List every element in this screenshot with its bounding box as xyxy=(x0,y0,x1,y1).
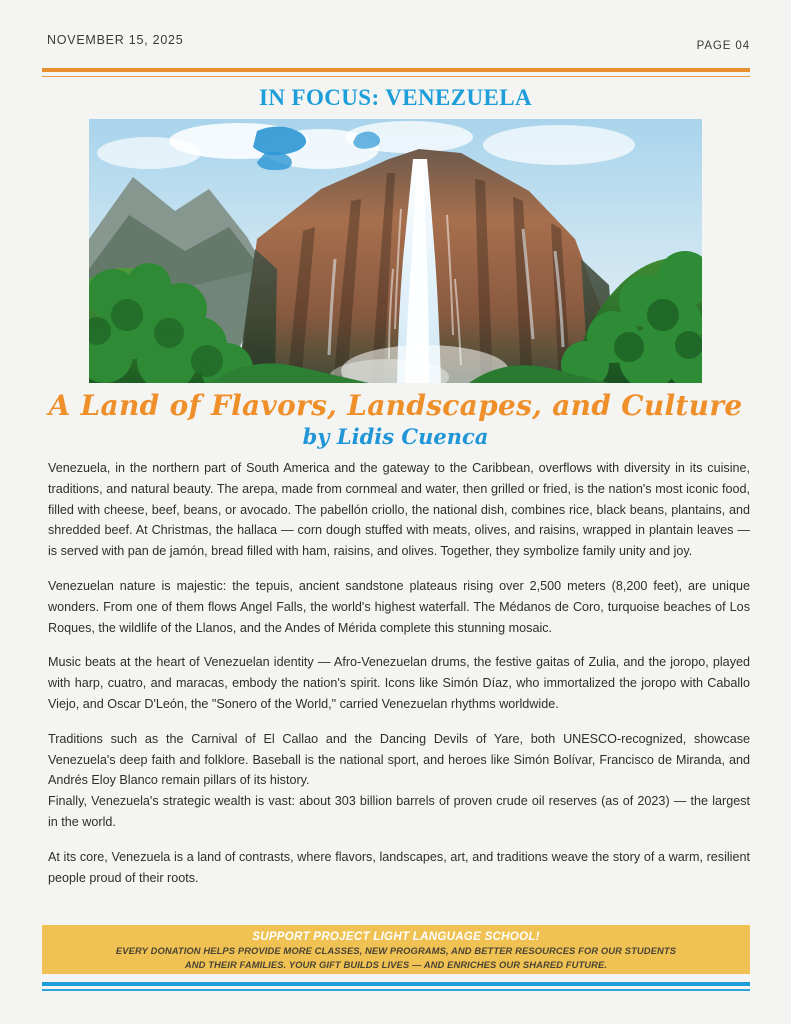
article-body xyxy=(48,458,750,888)
article-headline: A Land of Flavors, Landscapes, and Culture xyxy=(48,389,743,422)
paragraph-4 xyxy=(48,729,750,833)
section-title: IN FOCUS: VENEZUELA xyxy=(259,85,532,110)
paragraph-3: Music beats at the heart of Venezuelan identity — Afro-Venezuelan drums, the festive gaitas of Zulia, and the joropo, played with harp, cuatro, and maracas, embody the nation's spirit. Icons like Simón Díaz, who immortalized the joropo with Caballo Viejo, and Oscar D'León, the "Sonero of the World," carried Venezuelan rhythms worldwide. xyxy=(48,655,750,711)
paragraph-4-traditions: Traditions such as the Carnival of El Callao and the Dancing Devils of Yare, both UNESCO-recognized, showcase Venezuela's deep faith and folklore. Baseball is the national sport, and heroes like Simón Bolívar, Francisco de Miranda, and Andrés Eloy Blanco remain pillars of its history. xyxy=(48,731,750,788)
top-divider-rule xyxy=(42,68,750,77)
bottom-divider-thin-bar xyxy=(42,989,750,991)
donation-banner[interactable] xyxy=(42,925,750,974)
issue-date: NOVEMBER 15, 2025 xyxy=(47,33,184,47)
masthead xyxy=(42,33,750,55)
donation-banner-line-2: AND THEIR FAMILIES. YOUR GIFT BUILDS LIVES — AND ENRICHES OUR SHARED FUTURE. xyxy=(184,959,608,970)
page-number: PAGE 04 xyxy=(696,40,750,52)
paragraph-1: Venezuela, in the northern part of South America and the gateway to the Caribbean, overflows with diversity in its cuisine, traditions, and natural beauty. The arepa, made from cornmeal and water, then grilled or fried, is the nation's most iconic food, filled with cheese, beef, beans, or avocado. The pabellón criollo, the national dish, combines rice, black beans, plantains, and shredded beef. At Christmas, the hallaca — corn dough stuffed with meats, olives, and raisins, wrapped in plantain leaves — is served with pan de jamón, bread filled with ham, raisins, and olives. Together, they symbolize family unity and joy. xyxy=(48,461,750,559)
article-byline: by Lidis Cuenca xyxy=(302,424,489,449)
hero-photo-angel-falls xyxy=(89,119,702,383)
paragraph-5-closing: At its core, Venezuela is a land of contrasts, where flavors, landscapes, art, and traditions weave the story of a warm, resilient people proud of their roots. xyxy=(48,849,750,885)
hero-illustration xyxy=(89,119,702,383)
donation-banner-line-1: EVERY DONATION HELPS PROVIDE MORE CLASSES, NEW PROGRAMS, AND BETTER RESOURCES FOR OUR STUDENTS xyxy=(115,945,677,956)
paragraph-2: Venezuelan nature is majestic: the tepuis, ancient sandstone plateaus rising over 2,500 meters (8,200 feet), are unique wonders. From one of them flows Angel Falls, the world's highest waterfall. The Médanos de Coro, turquoise beaches of Los Roques, the wildlife of the Llanos, and the Andes of Mérida complete this stunning mosaic. xyxy=(48,578,750,635)
paragraph-4-oil-reserves: Finally, Venezuela's strategic wealth is vast: about 303 billion barrels of proven crude oil reserves (as of 2023) — the largest in the world. xyxy=(48,794,750,829)
top-divider-thin-bar xyxy=(42,76,750,78)
bottom-divider-rule xyxy=(42,982,750,991)
donation-banner-title: SUPPORT PROJECT LIGHT LANGUAGE SCHOOL! xyxy=(252,930,540,943)
